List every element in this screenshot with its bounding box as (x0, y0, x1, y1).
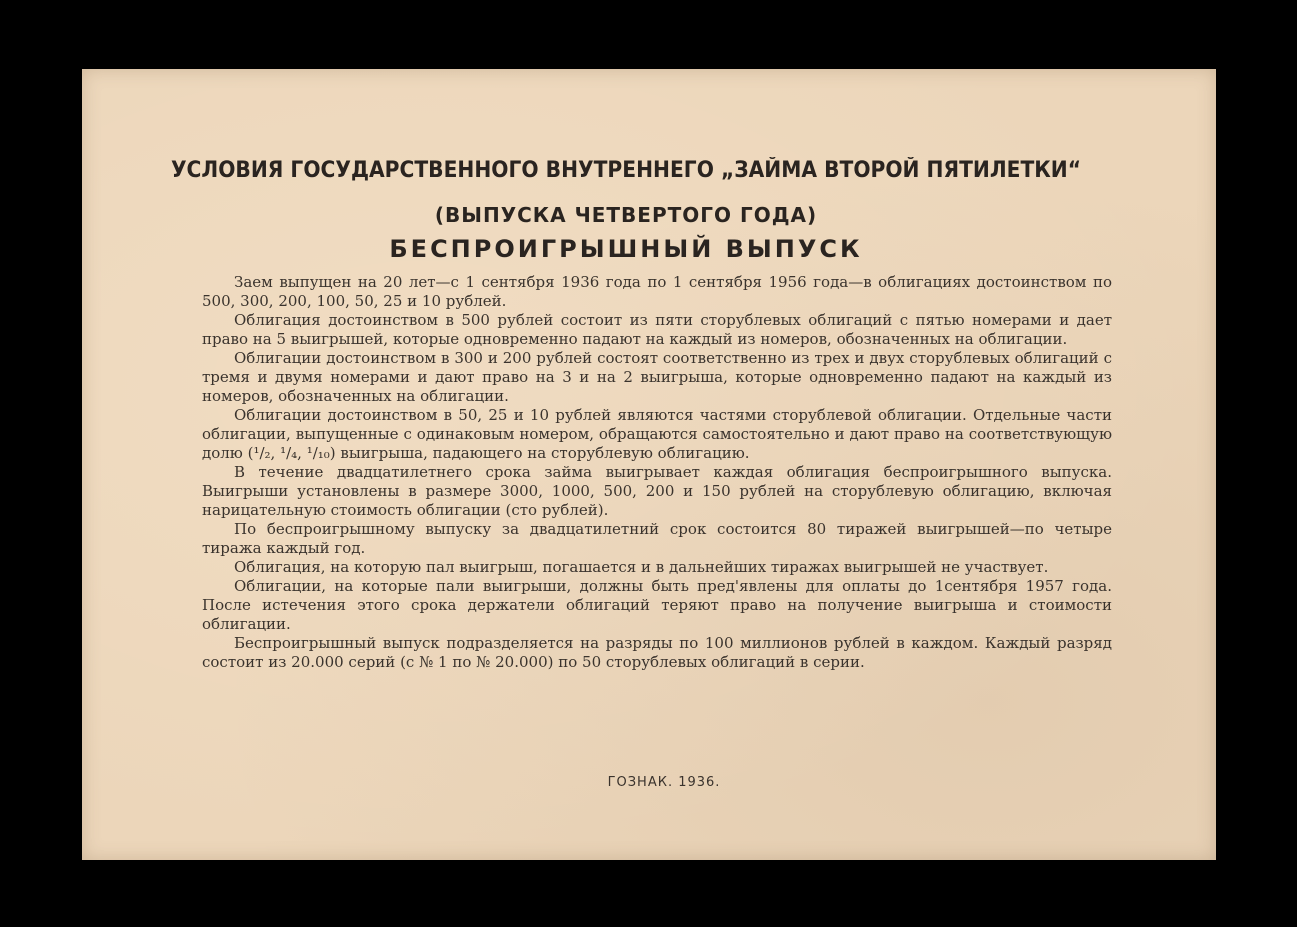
paragraph: Облигации достоинством в 50, 25 и 10 рублей являются частями сторублевой облигации. Отдельные части облигации, выпущенные с одинаковым номером, обращаются самостоятельно и дают право на соответствующую долю (¹/₂, ¹/₄, ¹/₁₀) выигрыша, падающего на сторублевую облигацию. (202, 406, 1112, 462)
paragraph: Заем выпущен на 20 лет—с 1 сентября 1936 года по 1 сентября 1956 года—в облигациях достоинством по 500, 300, 200, 100, 50, 25 и 10 рублей. (202, 273, 1112, 310)
paragraph: В течение двадцатилетнего срока займа выигрывает каждая облигация беспроигрышного выпуска. Выигрыши установлены в размере 3000, 1000, 500, 200 и 150 рублей на сторублевую облигацию, включая нарицательную стоимость облигации (сто рублей). (202, 463, 1112, 519)
paragraph: Облигация достоинством в 500 рублей состоит из пяти сторублевых облигаций с пятью номерами и дает право на 5 выигрышей, которые одновременно падают на каждый из номеров, обозначенных на облигации. (202, 311, 1112, 348)
paragraph: Облигация, на которую пал выигрыш, погашается и в дальнейших тиражах выигрышей не участвует. (234, 558, 1049, 576)
document-title: УСЛОВИЯ ГОСУДАРСТВЕННОГО ВНУТРЕННЕГО „ЗАЙМА ВТОРОЙ ПЯТИЛЕТКИ“ (170, 158, 1082, 183)
printer-imprint: ГОЗНАК. 1936. (607, 775, 721, 790)
paragraph: По беспроигрышному выпуску за двадцатилетний срок состоится 80 тиражей выигрышей—по четыре тиража каждый год. (202, 520, 1112, 557)
paragraph: Облигации, на которые пали выигрыши, должны быть пред'явлены для оплаты до 1сентября 1957 года. После истечения этого срока держатели облигаций теряют право на получение выигрыша и стоимости облигации. (202, 577, 1112, 633)
issue-type-heading: БЕСПРОИГРЫШНЫЙ ВЫПУСК (389, 235, 863, 263)
document-subtitle: (ВЫПУСКА ЧЕТВЕРТОГО ГОДА) (434, 203, 818, 227)
paragraph: Беспроигрышный выпуск подразделяется на разряды по 100 миллионов рублей в каждом. Каждый разряд состоит из 20.000 серий (с № 1 по № 20.000) по 50 сторублевых облигаций в серии. (202, 634, 1112, 671)
conditions-text (202, 273, 1112, 672)
paragraph: Облигации достоинством в 300 и 200 рублей состоят соответственно из трех и двух сторублевых облигаций с тремя и двумя номерами и дают право на 3 и на 2 выигрыша, которые одновременно падают на каждый из номеров, обозначенных на облигации. (202, 349, 1112, 405)
bond-reverse-sheet (82, 69, 1216, 860)
